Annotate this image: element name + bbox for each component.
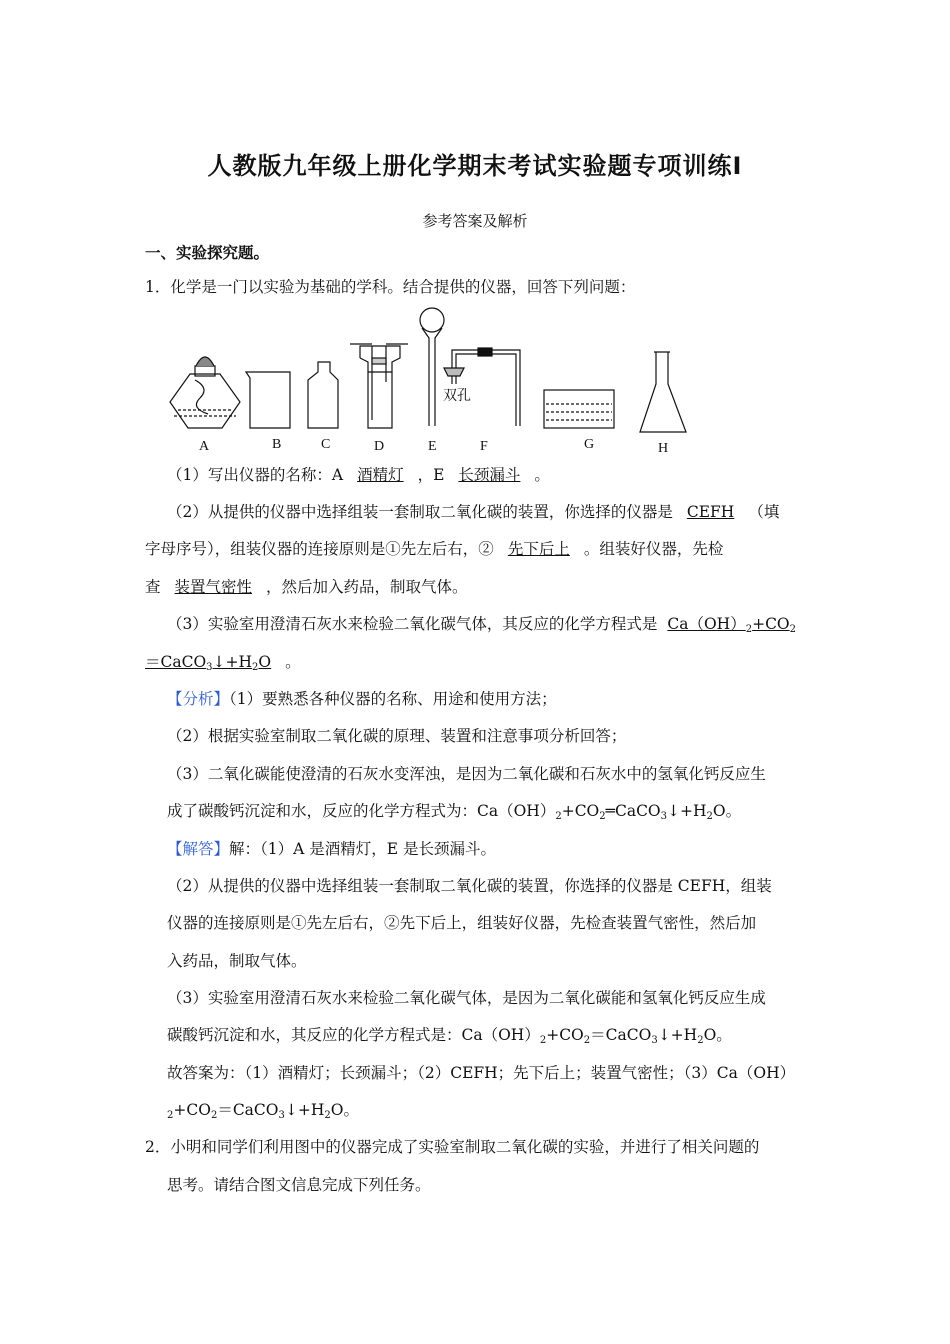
label-h: H bbox=[658, 441, 669, 456]
solution-6: 碳酸钙沉淀和水，其反应的化学方程式是：$Ca(OH)_2+CO_2=CaCO_3↓+H_2O$。 bbox=[167, 1026, 732, 1046]
label-g: G bbox=[584, 437, 595, 452]
solution-tag: 【解答】 bbox=[167, 840, 230, 858]
label-b: B bbox=[272, 437, 282, 452]
solution-2: （2）从提供的仪器中选择组装一套制取二氧化碳的装置，你选择的仪器是 CEFH，组装 bbox=[167, 877, 772, 895]
label-e: E bbox=[428, 439, 437, 454]
solution-3: 仪器的连接原则是①先左后右，②先下后上，组装好仪器，先检查装置气密性，然后加 bbox=[167, 914, 757, 932]
answer-blank: 长颈漏斗 bbox=[458, 466, 521, 484]
label-f: F bbox=[480, 439, 488, 454]
analysis-3: （3）二氧化碳能使澄清的石灰水变浑浊，是因为二氧化碳和石灰水中的氢氧化钙反应生 bbox=[167, 765, 766, 783]
beaker-icon bbox=[246, 372, 290, 428]
label-d: D bbox=[374, 439, 385, 454]
analysis-2: （2）根据实验室制取二氧化碳的原理、装置和注意事项分析回答； bbox=[167, 727, 627, 745]
page-subtitle: 参考答案及解析 bbox=[422, 212, 528, 230]
q1-part-2b: 字母序号），组装仪器的连接原则是①先左后右，② 先下后上 。组装好仪器，先检 bbox=[145, 540, 724, 558]
label-a: A bbox=[199, 439, 210, 454]
long-neck-funnel-icon bbox=[420, 308, 444, 426]
q1-part-3a: （3）实验室用澄清石灰水来检验二氧化碳气体，其反应的化学方程式是 $Ca(OH)_2+CO_2$ bbox=[167, 615, 797, 635]
analysis-4: 成了碳酸钙沉淀和水，反应的化学方程式为：$Ca(OH)_2+CO_2═CaCO_3↓+H_2O$。 bbox=[167, 802, 742, 822]
water-trough-icon bbox=[544, 390, 614, 428]
analysis-tag: 【分析】 bbox=[167, 690, 230, 708]
stopper-tube-icon bbox=[444, 348, 520, 426]
q1-part-1: （1）写出仪器的名称：A 酒精灯 ，E 长颈漏斗 。 bbox=[167, 466, 550, 484]
alcohol-lamp-icon bbox=[170, 357, 240, 428]
answer-blank: 装置气密性 bbox=[174, 578, 253, 596]
apparatus-figure bbox=[160, 302, 700, 460]
solution-4: 入药品，制取气体。 bbox=[167, 952, 307, 970]
q1-part-3b: $=CaCO_3↓+H_2O$ 。 bbox=[145, 653, 301, 673]
wide-mouth-bottle-icon bbox=[308, 362, 338, 428]
q1-part-2a: （2）从提供的仪器中选择组装一套制取二氧化碳的装置，你选择的仪器是 CEFH （填 bbox=[167, 503, 780, 521]
section-heading: 一、实验探究题。 bbox=[145, 244, 270, 262]
label-c: C bbox=[321, 437, 331, 452]
solution-1: 【解答】解：（1）A 是酒精灯，E 是长颈漏斗。 bbox=[167, 840, 496, 858]
figure-note: 双孔 bbox=[443, 389, 471, 404]
answer-blank: CEFH bbox=[686, 503, 735, 521]
page-title: 人教版九年级上册化学期末考试实验题专项训练Ⅰ bbox=[207, 152, 743, 180]
q1-part-2c: 查 装置气密性 ，然后加入药品，制取气体。 bbox=[145, 578, 468, 596]
conical-flask-icon bbox=[640, 352, 686, 432]
answer-blank: 先下后上 bbox=[507, 540, 570, 558]
question-1-stem: 1．化学是一门以实验为基础的学科。结合提供的仪器，回答下列问题： bbox=[145, 278, 636, 296]
gas-washing-bottle-icon bbox=[350, 344, 408, 428]
analysis-1: 【分析】（1）要熟悉各种仪器的名称、用途和使用方法； bbox=[167, 690, 557, 708]
question-2-line-2: 思考。请结合图文信息完成下列任务。 bbox=[167, 1176, 431, 1194]
solution-5: （3）实验室用澄清石灰水来检验二氧化碳气体，是因为二氧化碳能和氢氧化钙反应生成 bbox=[167, 989, 766, 1007]
answer-blank: 酒精灯 bbox=[357, 466, 404, 484]
question-2-line-1: 2．小明和同学们利用图中的仪器完成了实验室制取二氧化碳的实验，并进行了相关问题的 bbox=[145, 1138, 760, 1156]
solution-7: 故答案为：（1）酒精灯；长颈漏斗；（2）CEFH；先下后上；装置气密性；（3）Ca（OH） bbox=[167, 1064, 796, 1082]
solution-8: $_2+CO_2=CaCO_3↓+H_2O$。 bbox=[167, 1101, 359, 1121]
